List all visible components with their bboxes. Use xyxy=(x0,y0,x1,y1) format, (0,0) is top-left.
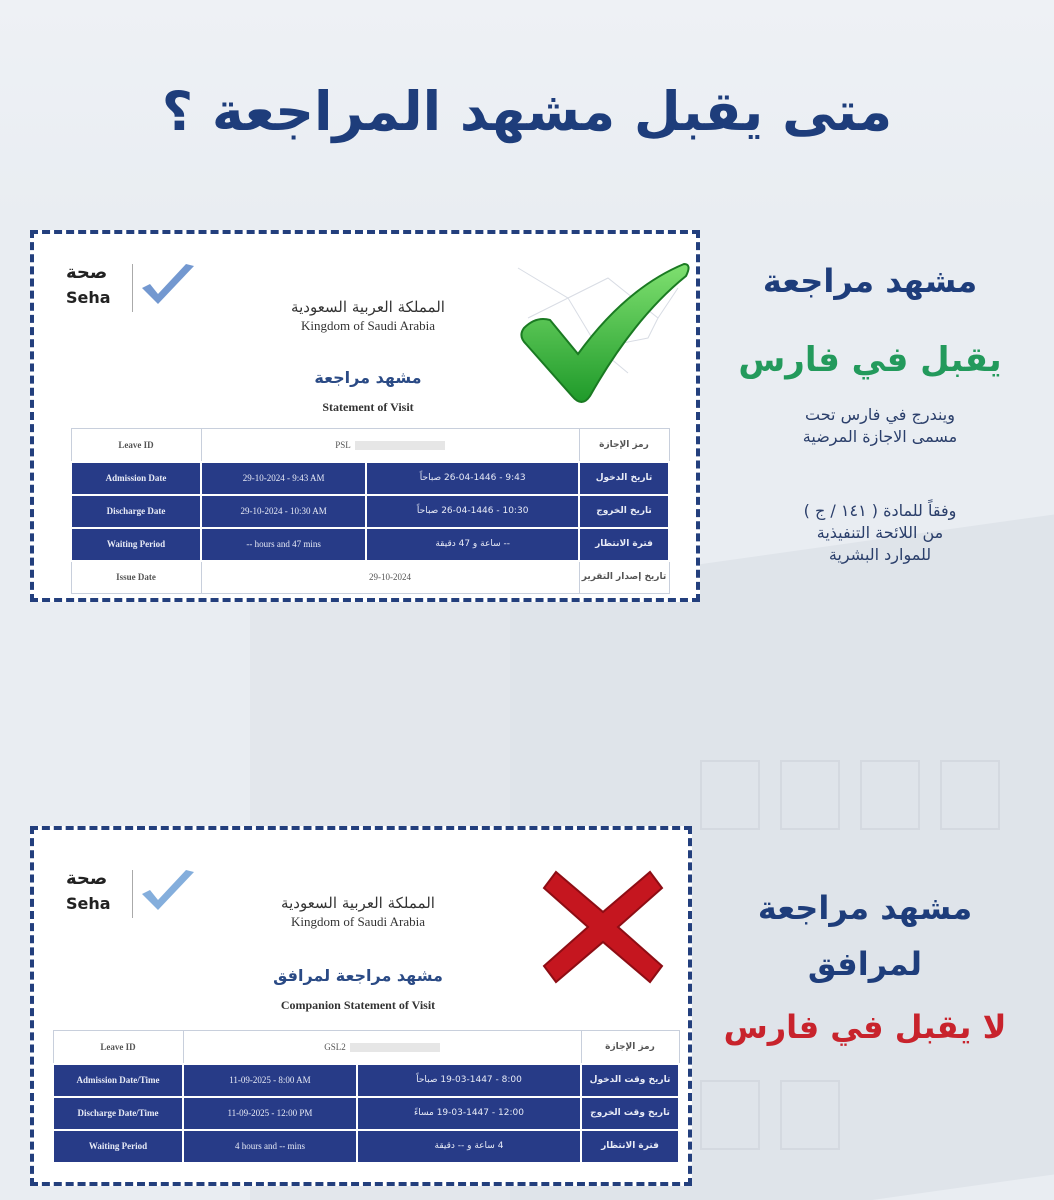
table-row: Waiting Period 4 hours and -- mins 4 ساعة و -- دقيقة فترة الانتظار xyxy=(53,1130,679,1163)
table-row: Discharge Date 29-10-2024 - 10:30 AM 10:30 - 26-04-1446 صباحاً تاريخ الخروج xyxy=(71,495,669,528)
reference-block: وفقاً للمادة ( ١٤١ / ج ) من اللائحة التنفيذية للموارد البشرية xyxy=(803,501,957,564)
note-block: ويندرج في فارس تحت مسمى الاجازة المرضية xyxy=(802,405,958,446)
kingdom-en: Kingdom of Saudi Arabia xyxy=(291,914,425,929)
kingdom-ar: المملكة العربية السعودية xyxy=(281,894,435,912)
page-title: متى يقبل مشهد المراجعة ؟ xyxy=(161,80,893,143)
table-row: Issue Date 29-10-2024 تاريخ إصدار التقرير xyxy=(71,561,669,594)
seha-logo-ar: صحة xyxy=(66,262,108,283)
seha-check-icon xyxy=(138,868,198,918)
kingdom-emblem xyxy=(268,894,448,930)
table-row: Leave ID GSL2 رمز الإجازة xyxy=(53,1031,679,1064)
seha-logo-ar: صحة xyxy=(66,868,108,889)
kingdom-ar: المملكة العربية السعودية xyxy=(291,298,445,316)
section2-heading: مشهد مراجعة لمرافق xyxy=(757,889,973,983)
table-row: Admission Date/Time 11-09-2025 - 8:00 AM 8:00 - 19-03-1447 صباحاً تاريخ وقت الدخول xyxy=(53,1064,679,1097)
rejected-label: لا يقبل في فارس xyxy=(723,1008,1007,1046)
green-check-icon xyxy=(516,258,696,408)
section1-heading: مشهد مراجعة xyxy=(762,262,978,300)
seha-logo-en: Seha xyxy=(66,894,111,913)
table-row: Leave ID PSL رمز الإجازة xyxy=(71,429,669,462)
kingdom-en: Kingdom of Saudi Arabia xyxy=(301,318,435,333)
companion-statement-card xyxy=(30,826,692,1186)
redacted-id xyxy=(350,1043,440,1052)
table-row: Admission Date 29-10-2024 - 9:43 AM 9:43 - 26-04-1446 صباحاً تاريخ الدخول xyxy=(71,462,669,495)
statement-of-visit-card xyxy=(30,230,700,602)
red-x-icon xyxy=(538,862,668,992)
redacted-id xyxy=(355,441,445,450)
doc-title-en: Statement of Visit xyxy=(322,400,414,414)
accepted-label: يقبل في فارس xyxy=(738,340,1002,380)
seha-logo xyxy=(54,262,164,322)
table-row: Waiting Period -- hours and 47 mins -- ساعة و 47 دقيقة فترة الانتظار xyxy=(71,528,669,561)
visit-details-table xyxy=(52,1030,680,1164)
visit-details-table xyxy=(70,428,670,594)
doc-title-ar: مشهد مراجعة لمرافق xyxy=(273,966,443,985)
doc-title-ar: مشهد مراجعة xyxy=(314,368,422,387)
kingdom-emblem xyxy=(278,298,458,334)
seha-logo-en: Seha xyxy=(66,288,111,307)
seha-check-icon xyxy=(138,262,198,312)
table-row: Discharge Date/Time 11-09-2025 - 12:00 PM 12:00 - 19-03-1447 مساءً تاريخ وقت الخروج xyxy=(53,1097,679,1130)
doc-title-en: Companion Statement of Visit xyxy=(280,998,436,1012)
seha-logo xyxy=(54,868,164,928)
